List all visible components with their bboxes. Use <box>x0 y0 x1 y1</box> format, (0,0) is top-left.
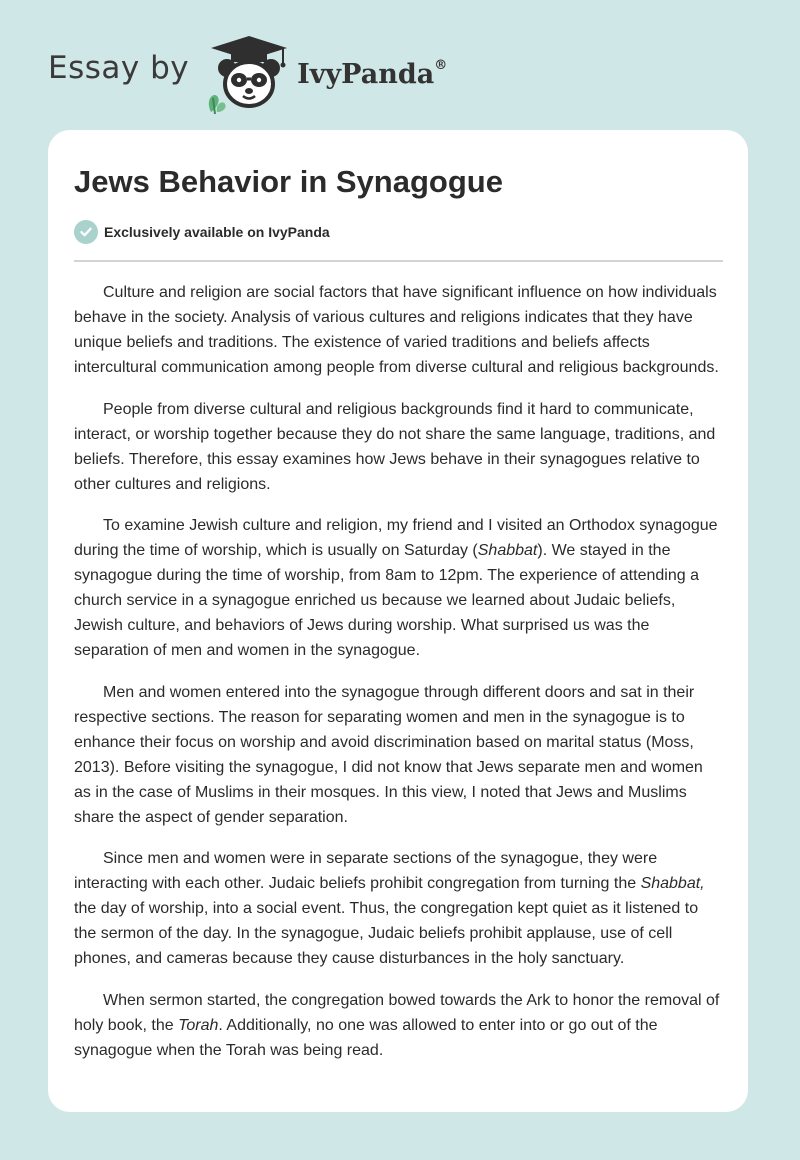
checkmark-icon <box>74 220 98 244</box>
divider <box>74 260 723 262</box>
exclusive-badge <box>74 220 330 244</box>
brand-prefix: Essay by <box>48 50 190 86</box>
shabbat-term: Shabbat, <box>640 875 705 892</box>
paragraph-6: When sermon started, the congregation bowed towards the Ark to honor the removal of holy book, the Torah. Additionally, no one was allowed to enter into or go out of the synagogue when the Torah was being read. <box>74 991 720 1059</box>
ivypanda-logo-icon <box>203 34 295 114</box>
paragraph-3: To examine Jewish culture and religion, my friend and I visited an Orthodox synagogue during the time of worship, which is usually on Saturday (Shabbat). We stayed in the synagogue during the time of worship, from 8am to 12pm. The experience of attending a church service in a synagogue enriched us because we learned about Judaic beliefs, Jewish culture, and behaviors of Jews during worship. What surprised us was the separation of men and women in the synagogue. <box>74 517 718 659</box>
paragraph-2: People from diverse cultural and religious backgrounds find it hard to communicate, interact, or worship together because they do not share the same language, traditions, and beliefs. Therefore, this essay examines how Jews behave in their synagogues relative to other cultures and religions. <box>74 400 716 493</box>
paragraph-4: Men and women entered into the synagogue through different doors and sat in their respective sections. The reason for separating women and men in the synagogue is to enhance their focus on worship and avoid discrimination based on marital status (Moss, 2013). Before visiting the synagogue, I did not know that Jews separate men and women as in the case of Muslims in their mosques. In this view, I noted that Jews and Muslims share the aspect of gender separation. <box>74 683 703 826</box>
brand-header[interactable] <box>48 34 447 114</box>
exclusive-label: Exclusively available on IvyPanda <box>104 224 330 240</box>
shabbat-term: Shabbat <box>477 542 538 559</box>
registered-mark: ® <box>434 57 448 73</box>
page-title: Jews Behavior in Synagogue <box>74 164 503 199</box>
paragraph-5: Since men and women were in separate sections of the synagogue, they were interacting with each other. Judaic beliefs prohibit congregation from turning the Shabbat, the day of worship, into a social event. Thus, the congregation kept quiet as it listened to the sermon of the day. In the synagogue, Judaic beliefs prohibit applause, use of cell phones, and cameras because they cause disturbances in the holy sanctuary. <box>74 850 705 967</box>
essay-card <box>48 130 748 1112</box>
essay-body <box>74 280 724 1079</box>
torah-term: Torah <box>178 1016 219 1034</box>
brand-name: IvyPanda® <box>297 57 448 90</box>
paragraph-1: Culture and religion are social factors that have significant influence on how individuals behave in the society. Analysis of various cultures and religions indicates that they have unique beliefs and traditions. The existence of varied traditions and beliefs affects intercultural communication among people from diverse cultural and religious backgrounds. <box>74 284 719 376</box>
